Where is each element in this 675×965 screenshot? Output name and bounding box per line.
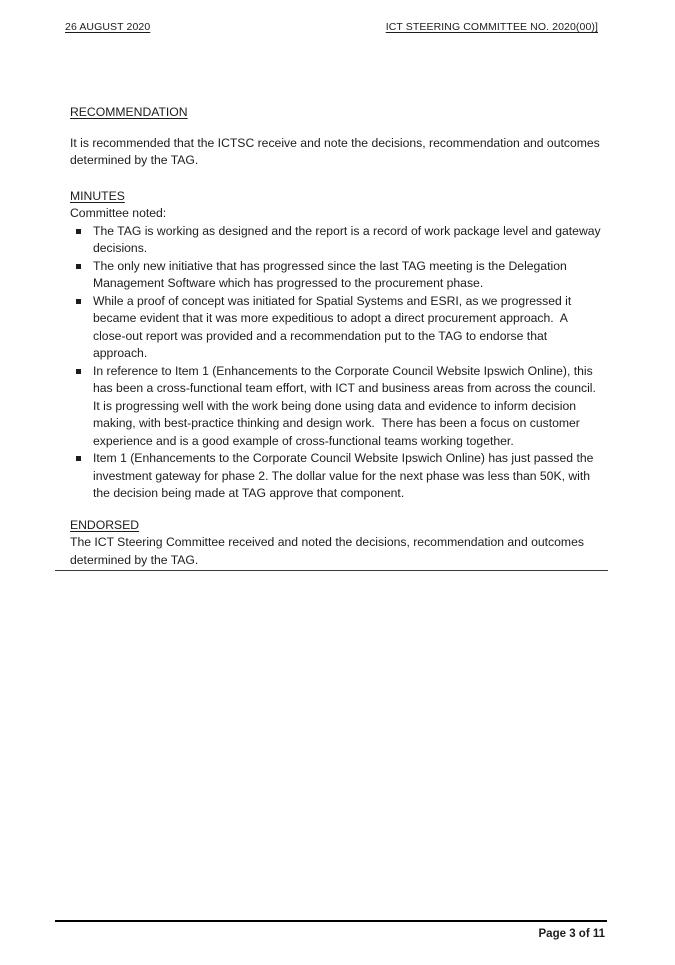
bullet-text: Item 1 (Enhancements to the Corporate Council Website Ipswich Online) has just passed the investment gateway for phase 2. The dollar value for the next phase was less than 50K, with the decision being made at TAG approve that component. [93,451,597,500]
page-number: Page 3 of 11 [538,928,605,940]
bullet-square-icon [76,456,81,461]
recommendation-heading: RECOMMENDATION [70,105,188,119]
footer-divider [55,920,607,922]
minutes-bullet-list [70,223,605,503]
recommendation-paragraph: It is recommended that the ICTSC receive and note the decisions, recommendation and outcomes determined by the TAG. [70,135,604,167]
page-header [0,0,675,33]
bullet-text: The only new initiative that has progressed since the last TAG meeting is the Delegation Management Software which has progressed to the procurement phase. [93,258,571,290]
header-committee-ref: ICT STEERING COMMITTEE NO. 2020(00)] [385,21,598,33]
minutes-intro: Committee noted: [70,206,167,220]
list-item [70,258,605,293]
bullet-text: While a proof of concept was initiated for Spatial Systems and ESRI, as we progressed it became evident that it was more expeditious to adopt a direct procurement approach. A close-out report was provided and a recommendation put to the TAG to endorse that approach. [93,293,575,360]
endorsed-section [55,517,608,572]
bullet-square-icon [76,264,81,269]
header-date: 26 AUGUST 2020 [65,21,151,33]
bullet-square-icon [76,229,81,234]
list-item [70,223,605,258]
endorsed-heading: ENDORSED [70,517,140,532]
document-body [70,104,605,571]
list-item [70,293,605,363]
bullet-text: The TAG is working as designed and the report is a record of work package level and gateway decisions. [93,223,605,255]
list-item [70,363,605,451]
list-item [70,450,605,503]
bullet-text: In reference to Item 1 (Enhancements to the Corporate Council Website Ipswich Online), this has been a cross-functional team effort, with ICT and business areas from across the council. It is progressing well with the work being done using data and evidence to inform decision making, with best-practice thinking and design work. There has been a focus on customer experience and is a good example of cross-functional teams working together. [93,363,603,448]
bullet-square-icon [76,299,81,304]
bullet-square-icon [76,369,81,374]
minutes-heading: MINUTES [70,188,125,203]
endorsed-paragraph: The ICT Steering Committee received and noted the decisions, recommendation and outcomes determined by the TAG. [70,535,588,567]
